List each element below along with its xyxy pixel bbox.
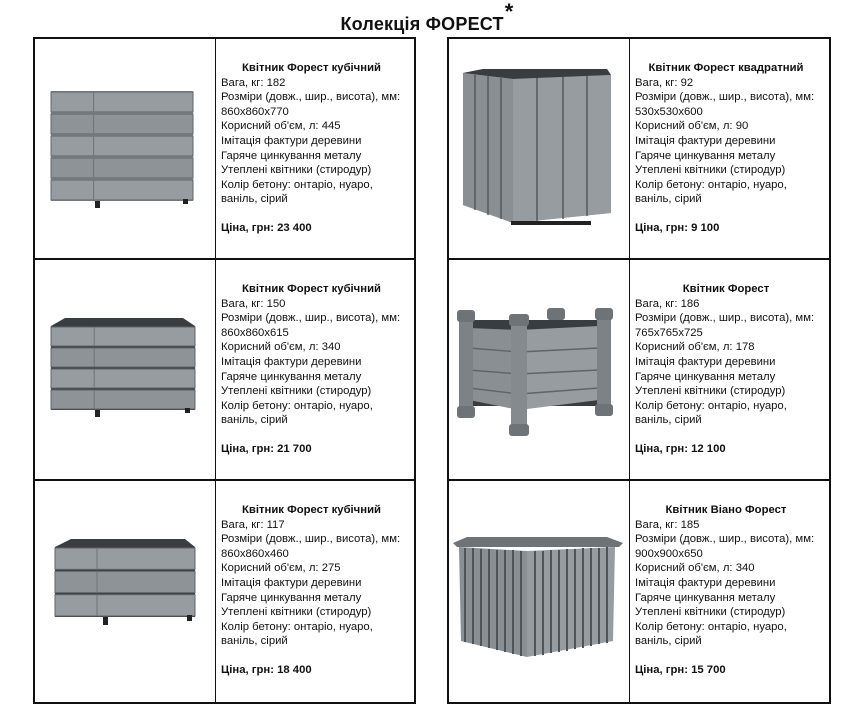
product-price: Ціна, грн: 12 100	[635, 442, 726, 455]
product-colors: Колір бетону: онтаріо, нуаро, ваніль, сірий	[635, 399, 787, 427]
product-info	[221, 282, 410, 457]
product-feature: Гаряче цинкування металу	[635, 149, 776, 162]
planter-slat	[51, 369, 195, 388]
planter-slat	[51, 92, 193, 112]
product-dims-label: Розміри (довж., шир., висота), мм:	[635, 312, 815, 325]
product-name: Квітник Форест	[682, 283, 770, 295]
product-card	[33, 37, 416, 260]
product-price: Ціна, грн: 9 100	[635, 221, 720, 234]
product-dims: 900х900х650	[635, 547, 703, 560]
cubic-planter-icon	[51, 91, 193, 208]
cubic-planter-icon	[51, 318, 195, 417]
product-feature: Утеплені квітники (стиродур)	[221, 385, 372, 398]
product-dims: 530х530х600	[635, 105, 703, 118]
product-image	[449, 39, 630, 258]
product-image	[35, 260, 216, 479]
product-weight: Вага, кг: 92	[635, 76, 694, 89]
product-colors: Колір бетону: онтаріо, нуаро, ваніль, сірий	[221, 399, 373, 427]
product-price: Ціна, грн: 18 400	[221, 663, 312, 676]
product-card	[447, 37, 831, 260]
product-name: Квітник Форест кубічний	[242, 62, 381, 74]
product-feature: Імітація фактури деревини	[635, 355, 776, 368]
product-feature: Утеплені квітники (стиродур)	[221, 164, 372, 177]
product-feature: Утеплені квітники (стиродур)	[221, 606, 372, 619]
product-dims-label: Розміри (довж., шир., висота), мм:	[221, 533, 401, 546]
product-colors: Колір бетону: онтаріо, нуаро, ваніль, сірий	[221, 620, 373, 648]
cubic-planter-icon	[55, 539, 195, 625]
product-dims: 860х860х615	[221, 326, 289, 339]
product-dims: 860х860х460	[221, 547, 289, 560]
planter-slat	[51, 348, 195, 367]
product-feature: Гаряче цинкування металу	[221, 149, 362, 162]
square-planter-icon	[463, 69, 611, 225]
product-feature: Утеплені квітники (стиродур)	[635, 606, 786, 619]
product-colors: Колір бетону: онтаріо, нуаро, ваніль, сірий	[635, 178, 787, 206]
product-info	[635, 503, 825, 678]
product-card	[447, 479, 831, 704]
product-feature: Гаряче цинкування металу	[221, 591, 362, 604]
page-title: Колекція ФОРЕСТ*	[340, 0, 514, 34]
product-name: Квітник Форест квадратний	[648, 62, 804, 74]
product-volume: Корисний об'єм, л: 275	[221, 562, 341, 575]
product-feature: Утеплені квітники (стиродур)	[635, 164, 786, 177]
product-card	[33, 479, 416, 704]
product-volume: Корисний об'єм, л: 90	[635, 120, 749, 133]
product-dims: 765х765х725	[635, 326, 703, 339]
product-colors: Колір бетону: онтаріо, нуаро, ваніль, сірий	[221, 178, 373, 206]
product-card	[447, 258, 831, 481]
product-dims-label: Розміри (довж., шир., висота), мм:	[221, 312, 401, 325]
product-dims-label: Розміри (довж., шир., висота), мм:	[221, 91, 401, 104]
product-name: Квітник Віано Форест	[665, 504, 787, 516]
product-image	[449, 260, 630, 479]
product-dims-label: Розміри (довж., шир., висота), мм:	[635, 91, 815, 104]
product-volume: Корисний об'єм, л: 340	[635, 562, 755, 575]
product-volume: Корисний об'єм, л: 178	[635, 341, 755, 354]
planter-slat	[51, 327, 195, 346]
product-feature: Гаряче цинкування металу	[635, 370, 776, 383]
product-weight: Вага, кг: 117	[221, 518, 285, 531]
post-planter-icon	[457, 308, 613, 436]
product-weight: Вага, кг: 186	[635, 297, 700, 310]
product-image	[35, 39, 216, 258]
planter-slat	[51, 136, 193, 156]
product-card	[33, 258, 416, 481]
product-volume: Корисний об'єм, л: 340	[221, 341, 341, 354]
product-image	[449, 481, 630, 702]
product-dims-label: Розміри (довж., шир., висота), мм:	[635, 533, 815, 546]
planter-slat	[51, 158, 193, 178]
product-feature: Імітація фактури деревини	[221, 134, 362, 147]
planter-slat	[55, 595, 195, 616]
product-info	[635, 61, 825, 236]
product-dims: 860х860х770	[221, 105, 289, 118]
product-feature: Гаряче цинкування металу	[221, 370, 362, 383]
product-price: Ціна, грн: 21 700	[221, 442, 312, 455]
planter-slat	[51, 390, 195, 409]
product-feature: Утеплені квітники (стиродур)	[635, 385, 786, 398]
planter-slat	[55, 571, 195, 592]
product-volume: Корисний об'єм, л: 445	[221, 120, 341, 133]
product-info	[221, 61, 410, 236]
product-feature: Імітація фактури деревини	[635, 134, 776, 147]
title-asterisk: *	[504, 0, 514, 24]
product-feature: Гаряче цинкування металу	[635, 591, 776, 604]
product-info	[221, 503, 410, 678]
product-image	[35, 481, 216, 702]
product-price: Ціна, грн: 15 700	[635, 663, 726, 676]
product-info	[635, 282, 825, 457]
product-name: Квітник Форест кубічний	[242, 504, 381, 516]
viano-planter-icon	[453, 537, 623, 657]
product-weight: Вага, кг: 185	[635, 518, 700, 531]
planter-slat	[51, 114, 193, 134]
planter-slat	[55, 548, 195, 569]
product-price: Ціна, грн: 23 400	[221, 221, 312, 234]
product-feature: Імітація фактури деревини	[221, 355, 362, 368]
product-colors: Колір бетону: онтаріо, нуаро, ваніль, сірий	[635, 620, 787, 648]
product-name: Квітник Форест кубічний	[242, 283, 381, 295]
product-feature: Імітація фактури деревини	[635, 576, 776, 589]
product-weight: Вага, кг: 182	[221, 76, 286, 89]
planter-slat	[51, 180, 193, 200]
product-feature: Імітація фактури деревини	[221, 576, 362, 589]
product-weight: Вага, кг: 150	[221, 297, 286, 310]
